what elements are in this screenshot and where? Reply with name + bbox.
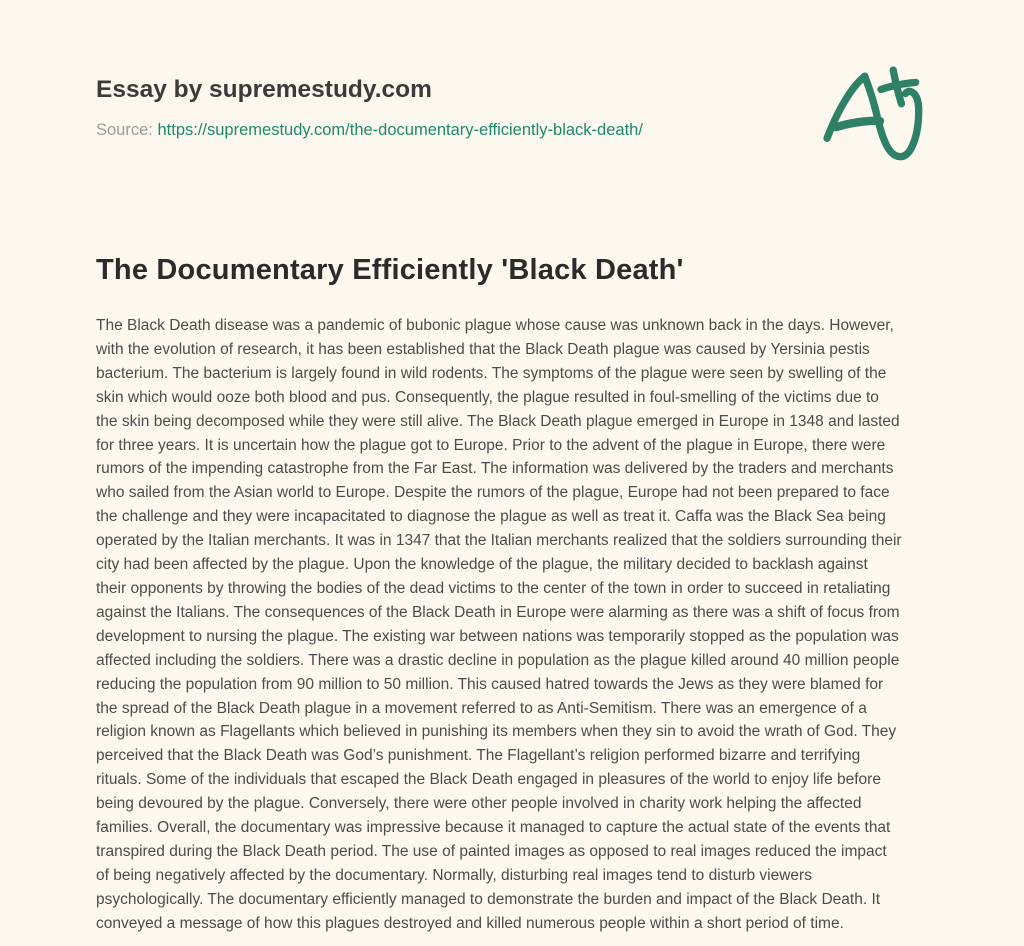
paragraph-line: perceived that the Black Death was God’s punishment. The Flagellant’s religion performed bizarre and terrifying — [96, 747, 861, 765]
essay-title: The Documentary Efficiently 'Black Death' — [96, 254, 684, 286]
paragraph-line: bacterium. The bacterium is largely found in wild rodents. The symptoms of the plague were seen by swelling of the — [96, 364, 887, 382]
paragraph-line: their opponents by throwing the bodies of the dead victims to the center of the town in order to succeed in retaliating — [96, 579, 891, 597]
page-header-title: Essay by supremestudy.com — [96, 76, 432, 103]
paragraph-line: city had been affected by the plague. Upon the knowledge of the plague, the military decided to backlash against — [96, 556, 868, 574]
paragraph-line: affected including the soldiers. There was a drastic decline in population as the plague killed around 40 million people — [96, 651, 900, 669]
paragraph-line: against the Italians. The consequences of the Black Death in Europe were alarming as there was a shift of focus from — [96, 603, 900, 621]
paragraph-line: the skin being decomposed while they were still alive. The Black Death plague emerged in Europe in 1348 and lasted — [96, 412, 900, 430]
paragraph-line: the challenge and they were incapacitated to diagnose the plague as well as treat it. Caffa was the Black Sea being — [96, 508, 886, 526]
paragraph-line: rumors of the impending catastrophe from the Far East. The information was delivered by the traders and merchants — [96, 460, 894, 478]
source-link[interactable]: https://supremestudy.com/the-documentary-efficiently-black-death/ — [157, 121, 643, 139]
paragraph-line: reducing the population from 90 million to 50 million. This caused hatred towards the Jews as they were blamed for — [96, 675, 884, 693]
source-label: Source: — [96, 121, 153, 139]
source-line — [96, 121, 643, 140]
paragraph-line: the spread of the Black Death plague in a movement referred to as Anti-Semitism. There was an emergence of a — [96, 699, 867, 717]
paragraph-line: for three years. It is uncertain how the plague got to Europe. Prior to the advent of the plague in Europe, there were — [96, 436, 886, 454]
paragraph-line: with the evolution of research, it has been established that the Black Death plague was caused by Yersinia pestis — [96, 340, 870, 358]
paragraph-line: skin which would ooze both blood and pus. Consequently, the plague resulted in foul-smelling of the victims due to — [96, 388, 879, 406]
paragraph-line: conveyed a message of how this plagues destroyed and killed numerous people within a short period of time. — [96, 914, 844, 932]
paragraph-line: families. Overall, the documentary was impressive because it managed to capture the actual state of the events that — [96, 819, 891, 837]
paragraph-line: who sailed from the Asian world to Europe. Despite the rumors of the plague, Europe had not been prepared to face — [96, 484, 890, 502]
essay-body-paragraph — [96, 314, 938, 936]
paragraph-line: of being negatively affected by the documentary. Normally, disturbing real images tend to disturb viewers — [96, 866, 812, 884]
paragraph-line: psychologically. The documentary efficiently managed to demonstrate the burden and impact of the Black Death. It — [96, 890, 881, 908]
paragraph-line: development to nursing the plague. The existing war between nations was temporarily stopped as the population was — [96, 627, 899, 645]
paragraph-line: religion known as Flagellants which believed in punishing its members when they sin to avoid the wrath of God. They — [96, 723, 897, 741]
paragraph-line: transpired during the Black Death period. The use of painted images as opposed to real images reduced the impact — [96, 842, 887, 860]
paragraph-line: rituals. Some of the individuals that escaped the Black Death engaged in pleasures of the world to enjoy life before — [96, 771, 881, 789]
paragraph-line: The Black Death disease was a pandemic of bubonic plague whose cause was unknown back in the days. However, — [96, 317, 894, 334]
paragraph-line: being devoured by the plague. Conversely, there were other people involved in charity work helping the affected — [96, 795, 862, 813]
supremestudy-a-plus-logo-icon — [823, 63, 935, 175]
paragraph-line: operated by the Italian merchants. It was in 1347 that the Italian merchants realized that the soldiers surrounding their — [96, 532, 902, 550]
